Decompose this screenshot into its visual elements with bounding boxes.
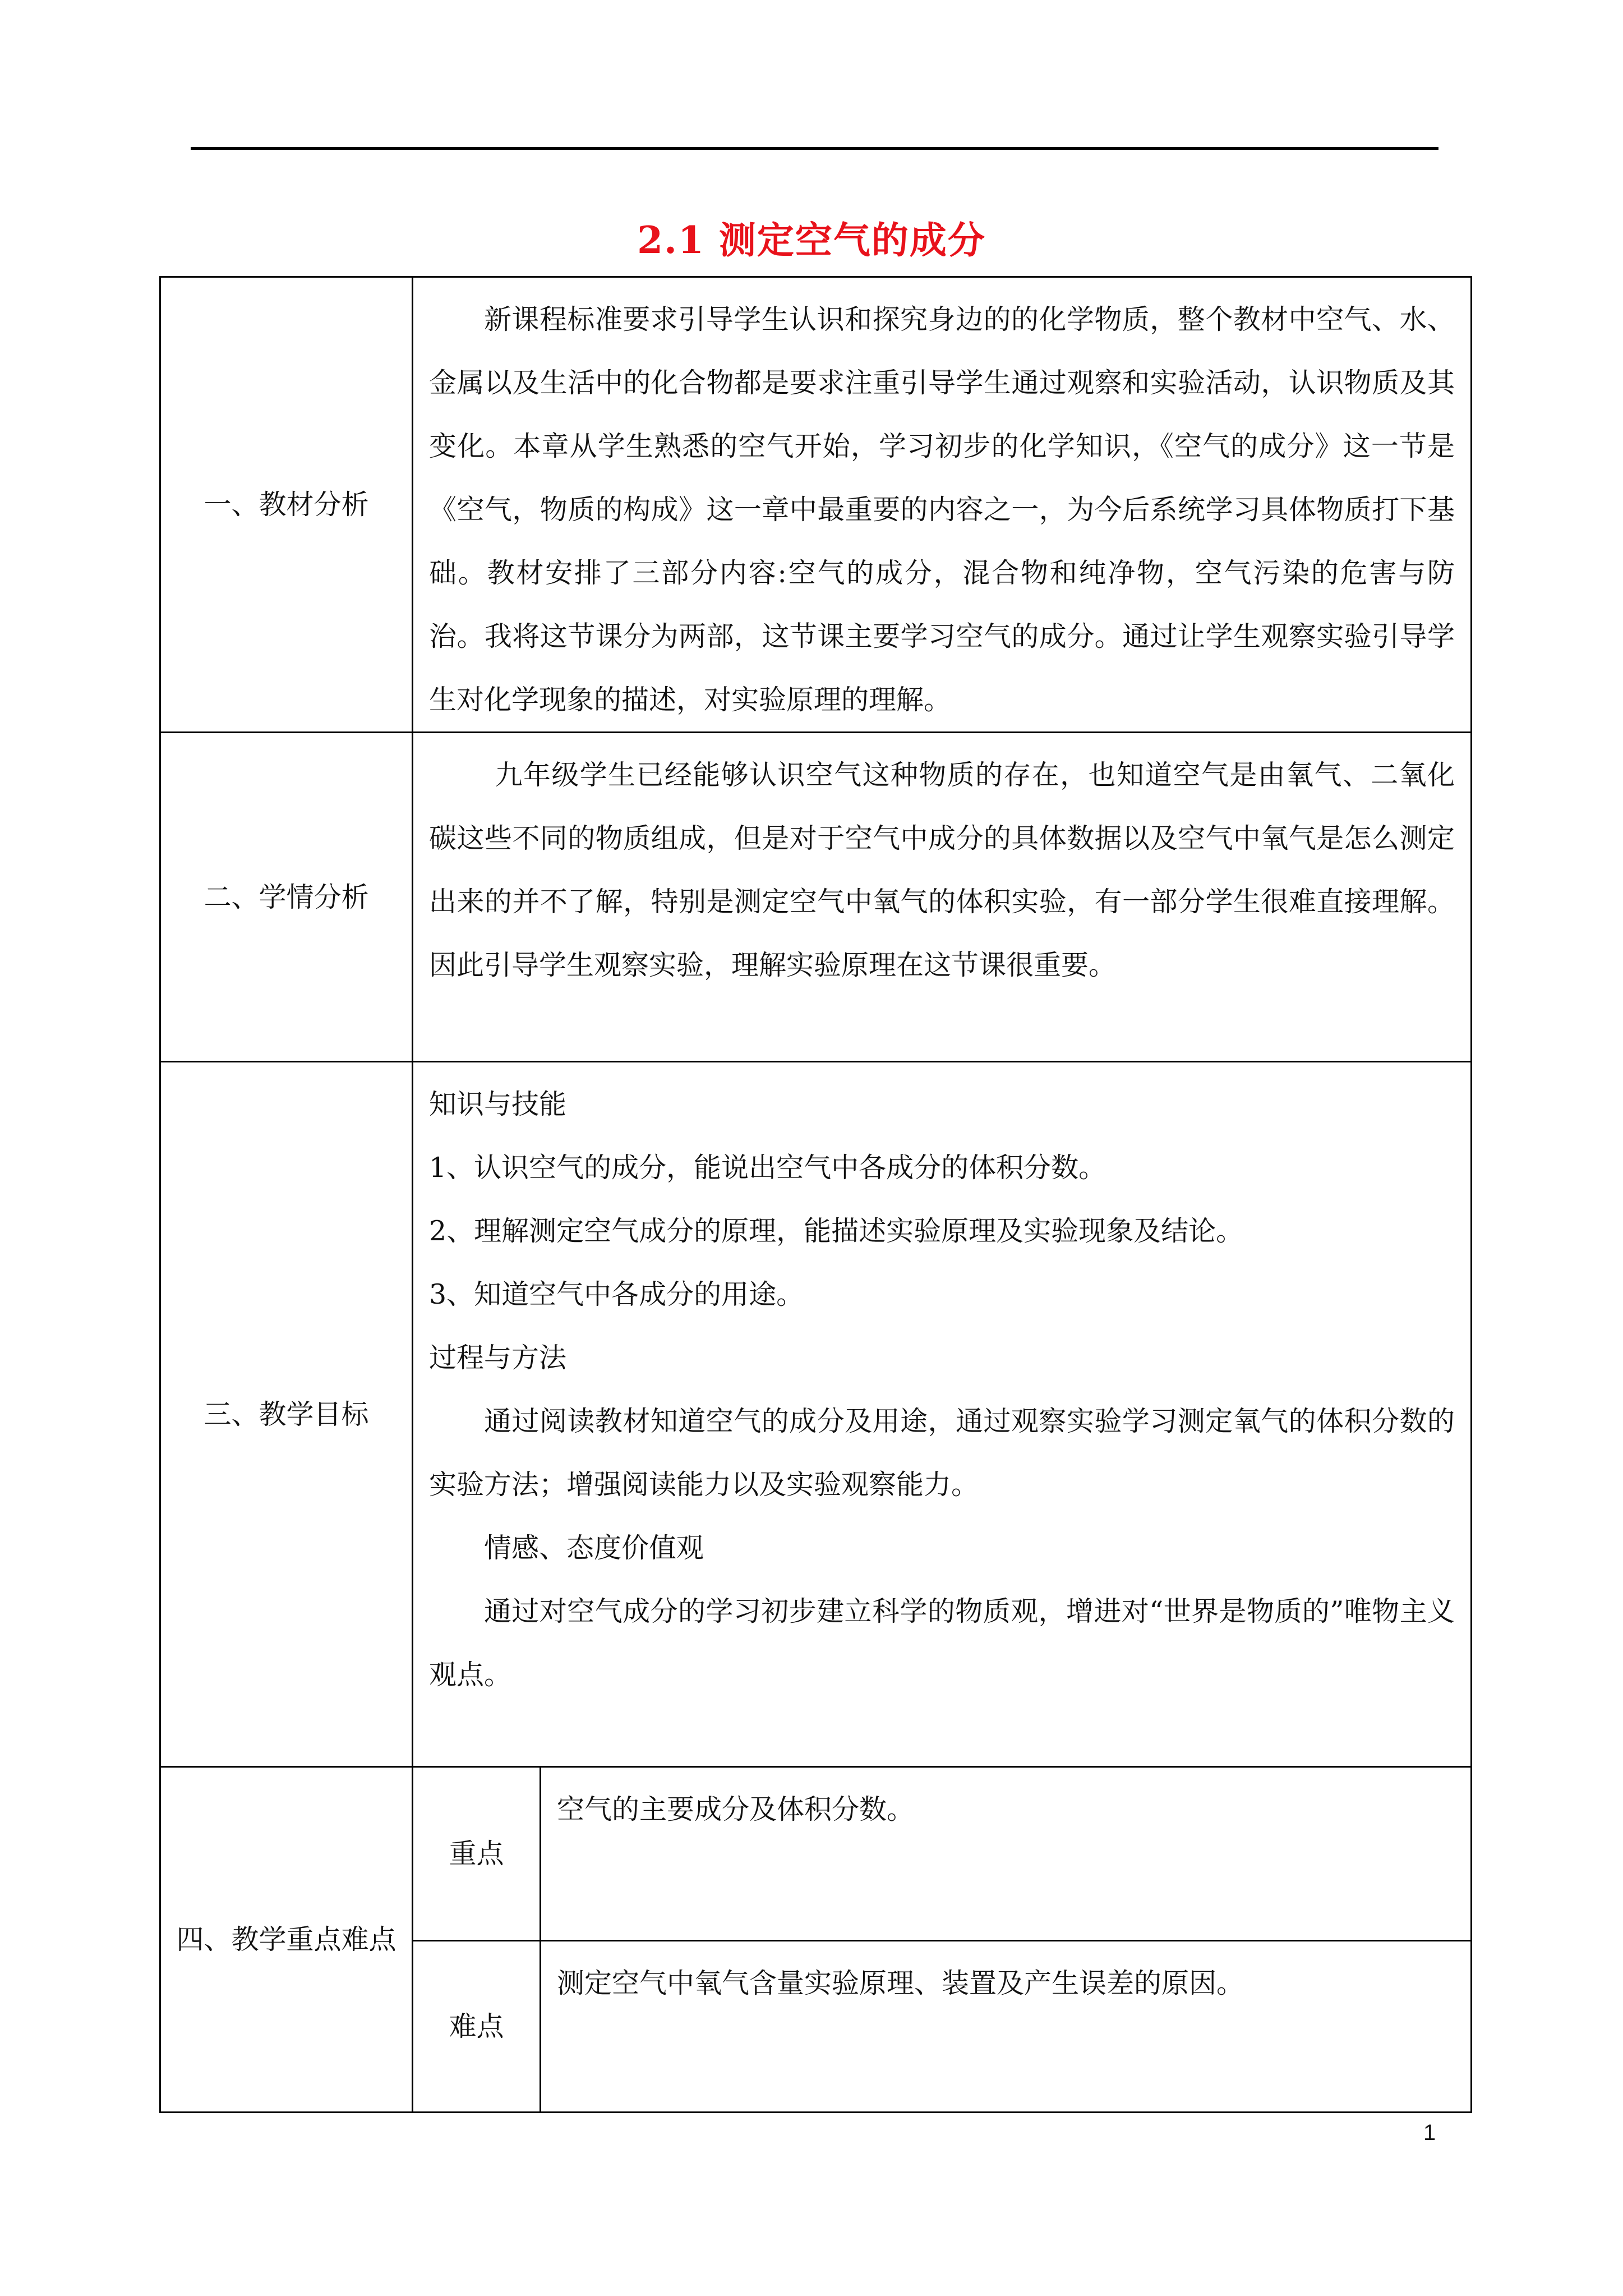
key-point-label: 重点 — [413, 1767, 541, 1941]
section-label-teaching-material: 一、教材分析 — [160, 277, 413, 733]
emotion-text: 通过对空气成分的学习初步建立科学的物质观，增进对“世界是物质的”唯物主义观点。 — [429, 1595, 1455, 1691]
section-content-student-analysis — [413, 733, 1472, 1062]
student-analysis-text: 九年级学生已经能够认识空气这种物质的存在，也知道空气是由氧气、二氧化碳这些不同的物质组成，但是对于空气中成分的具体数据以及空气中氧气是怎么测定出来的并不了解，特别是测定空气中氧气的体积实验，有一部分学生很难直接理解。因此引导学生观察实验，理解实验原理在这节课很重要。 — [429, 759, 1455, 981]
section-content-teaching-material — [413, 277, 1472, 733]
knowledge-item: 1、认识空气的成分，能说出空气中各成分的体积分数。 — [429, 1152, 1106, 1184]
table-row — [160, 277, 1472, 733]
difficulty-text: 测定空气中氧气含量实验原理、装置及产生误差的原因。 — [541, 1941, 1472, 2113]
knowledge-item: 3、知道空气中各成分的用途。 — [429, 1278, 804, 1310]
document-title: 2.1 测定空气的成分 — [637, 218, 986, 262]
section-label-teaching-goals: 三、教学目标 — [160, 1062, 413, 1767]
knowledge-item: 2、理解测定空气成分的原理，能描述实验原理及实验现象及结论。 — [429, 1215, 1244, 1247]
process-text: 通过阅读教材知道空气的成分及用途，通过观察实验学习测定氧气的体积分数的实验方法；增强阅读能力以及实验观察能力。 — [429, 1405, 1455, 1501]
key-point-text: 空气的主要成分及体积分数。 — [541, 1767, 1472, 1941]
emotion-heading: 情感、态度价值观 — [484, 1532, 704, 1564]
header-rule — [191, 147, 1438, 150]
section-label-student-analysis: 二、学情分析 — [160, 733, 413, 1062]
difficulty-label: 难点 — [413, 1941, 541, 2113]
table-row — [160, 1767, 1472, 1941]
page-number: 1 — [1423, 2120, 1436, 2145]
table-row — [160, 1062, 1472, 1767]
table-row — [160, 733, 1472, 1062]
process-heading: 过程与方法 — [429, 1342, 567, 1374]
knowledge-heading: 知识与技能 — [429, 1088, 567, 1120]
section-content-teaching-goals — [413, 1062, 1472, 1767]
teaching-material-text: 新课程标准要求引导学生认识和探究身边的的化学物质，整个教材中空气、水、金属以及生活中的化合物都是要求注重引导学生通过观察和实验活动，认识物质及其变化。本章从学生熟悉的空气开始，学习初步的化学知识，《空气的成分》这一节是《空气，物质的构成》这一章中最重要的内容之一，为今后系统学习具体物质打下基础。教材安排了三部分内容:空气的成分，混合物和纯净物，空气污染的危害与防治。我将这节课分为两部，这节课主要学习空气的成分。通过让学生观察实验引导学生对化学现象的描述，对实验原理的理解。 — [429, 303, 1455, 716]
section-label-key-points: 四、教学重点难点 — [160, 1767, 413, 2113]
lesson-plan-table — [159, 276, 1472, 2113]
